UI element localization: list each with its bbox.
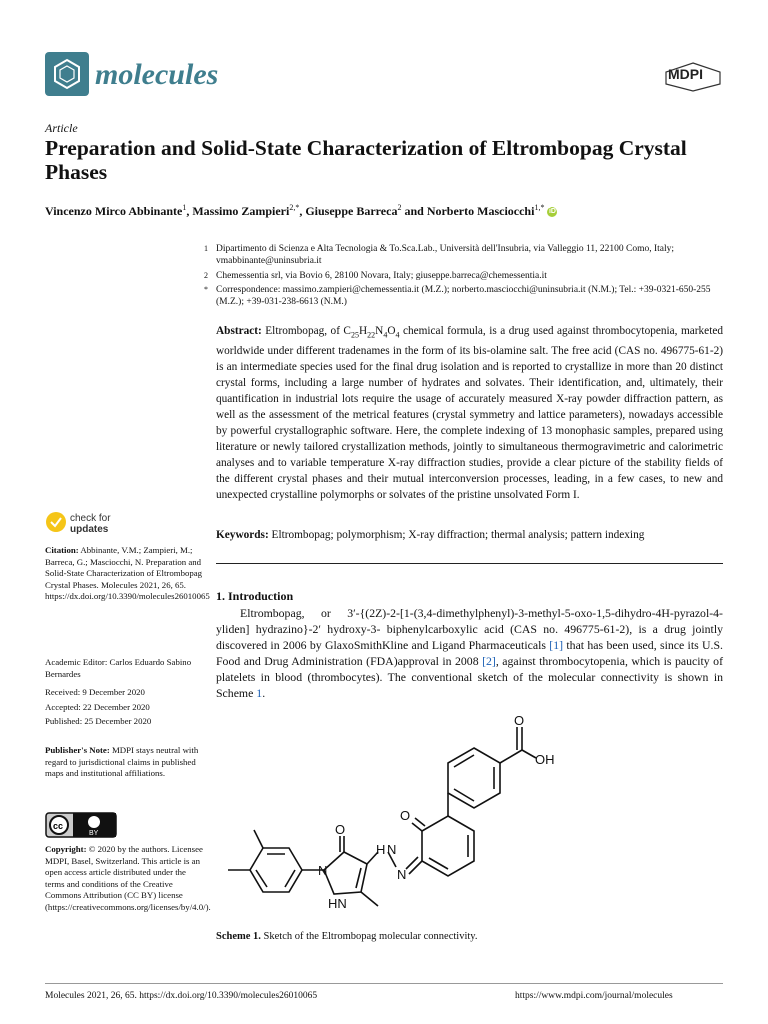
- author-name: Giuseppe Barreca: [305, 204, 398, 218]
- affiliation-text: Correspondence: massimo.zampieri@chemessentia.it (M.Z.); norberto.masciocchi@uninsubria.it (N.M.); Tel.: +39-0321-650-255 (M.Z.); +39-031-238-6613 (N.M.): [216, 285, 711, 307]
- abstract-text: chemical formula, is a drug used against thrombocytopenia, marketed worldwide under different tradenames in the form of its bis-olamine salt. The free acid (CAS no. 496775-61-2) is an intermediate species used for the final drug isolation and is reported to crystallize in more than 20 distinct crystal forms, including a large number of hydrates and solvates. Their identification, and, ultimately, their quantification in industrial lots require the usage of accurately measured X-ray powder diffraction pattern, as well as the assessment of the metrical features (crystal symmetry and lattice parameters), nowadays accessible by powerful crystallographic software. Here, the complete indexing of 13 monophasic samples, prepared using literature or newly tailored crystallization methods, jointly to simultaneous thermogravimetric and calorimetric analyses and to variable temperature X-ray diffraction studies, provide a clear picture of the stability fields of the different crystal phases and their mutual interconversion processes, leading, in a few cases, to new and unexpected crystalline polymorphs or solvates of the pristine unsolvated Form I.: [216, 325, 723, 502]
- publisher-note-text: MDPI stays neutral with regard to jurisdictional claims in published maps and institutional affiliations.: [45, 745, 199, 778]
- caption-label: Scheme 1.: [216, 931, 261, 942]
- divider: [216, 563, 723, 564]
- atom-label: O: [514, 713, 525, 728]
- intro-text: Eltrombopag, or 3′-{(2Z)-2-[1-(3,4-dimethylphenyl)-3-methyl-5-oxo-1,5-dihydro-4H-pyrazol-4-yliden] hydrazino}-2′ hydroxy-3- biphenylcarboxylic acid (CAS no. 496775-61-2), is a drug jointly discovered in 2006 by GlaxoSmithKline and Ligand Pharmaceuticals: [216, 606, 723, 652]
- journal-name: molecules: [95, 58, 219, 91]
- atom-label: O: [400, 808, 411, 823]
- footer-divider: [45, 983, 723, 984]
- atom-label: O: [335, 822, 346, 837]
- chemical-formula: $C_{25}H_{22}N_4O_4$: [343, 325, 400, 340]
- publisher-note-label: Publisher's Note:: [45, 745, 110, 755]
- atom-label: N: [387, 842, 397, 857]
- footer-journal-link[interactable]: https://www.mdpi.com/journal/molecules: [515, 991, 673, 1001]
- atom-label: HN: [328, 896, 347, 911]
- caption-text: Sketch of the Eltrombopag molecular connectivity.: [260, 931, 478, 942]
- copyright-text: © 2020 by the authors. Licensee MDPI, Basel, Switzerland. This article is an open access article distributed under the terms and conditions of the Creative Commons Attribution (CC BY) license (https://creativecommons.org/licenses/by/4.0/).: [45, 844, 211, 912]
- eltrombopag-structure-diagram: [216, 712, 576, 922]
- intro-text: that has been used, since its U.S. Food and Drug Administration (FDA)approval in 2008: [216, 638, 723, 668]
- keywords-label: Keywords:: [216, 529, 269, 541]
- intro-text: , against thrombocytopenia, which is paucity of platelets in blood (thrombocytes). The conventional sketch of the molecular connectivity is shown in Scheme: [216, 654, 723, 700]
- published-date: Published: 25 December 2020: [45, 716, 152, 726]
- author-name: Vincenzo Mirco Abbinante: [45, 204, 183, 218]
- quinone-ring: [422, 816, 474, 876]
- orcid-icon[interactable]: iD: [548, 208, 556, 216]
- author-sep: ,: [299, 204, 306, 218]
- author-sep: and: [401, 204, 427, 218]
- atom-label: N: [318, 863, 328, 878]
- author-sup: 1: [182, 203, 187, 212]
- accepted-date: Accepted: 22 December 2020: [45, 702, 150, 712]
- citation-text: Abbinante, V.M.; Zampieri, M.; Barreca, G.; Masciocchi, N. Preparation and Solid-State Characterization of Eltrombopag Crystal Phases. Molecules 2021, 26, 65. https://dx.doi.org/10.3390/molecules26010065: [45, 545, 210, 601]
- abstract: [216, 323, 723, 503]
- check-updates-line2: updates: [70, 524, 109, 535]
- affiliation: [204, 284, 716, 308]
- page-title: Preparation and Solid-State Characterization of Eltrombopag Crystal Phases: [45, 136, 687, 184]
- affiliation-text: Chemessentia srl, via Bovio 6, 28100 Novara, Italy; giuseppe.barreca@chemessentia.it: [216, 271, 547, 281]
- affiliation-text: Dipartimento di Scienza e Alta Tecnologia & To.Sca.Lab., Università dell'Insubria, via Valleggio 11, 22100 Como, Italy; vmabbinante@uninsubria.it: [216, 244, 675, 266]
- scheme-link[interactable]: 1: [256, 686, 263, 700]
- footer-citation[interactable]: Molecules 2021, 26, 65. https://dx.doi.org/10.3390/molecules26010065: [45, 991, 318, 1001]
- abstract-label: Abstract:: [216, 325, 262, 337]
- author-name: Norberto Masciocchi: [426, 204, 535, 218]
- check-updates-line1: check for: [70, 513, 111, 524]
- author-sep: ,: [186, 204, 193, 218]
- author-list: [45, 203, 557, 219]
- publisher-logo-text: MDPI: [668, 66, 703, 82]
- section-heading: 1. Introduction: [216, 589, 294, 603]
- journal-logo-icon: [45, 52, 89, 96]
- affiliation-mark: 2: [204, 271, 208, 280]
- article-type: Article: [45, 121, 78, 135]
- reference-link[interactable]: [2]: [482, 654, 496, 668]
- reference-link[interactable]: [1]: [549, 638, 564, 652]
- svg-text:BY: BY: [89, 830, 99, 837]
- author-sup: 2,*: [289, 203, 300, 212]
- keywords: [216, 529, 723, 541]
- atom-label: OH: [535, 752, 555, 767]
- check-for-updates[interactable]: [70, 513, 111, 535]
- atom-label: N: [397, 867, 407, 882]
- copyright: [45, 844, 211, 913]
- intro-text: .: [262, 686, 266, 700]
- affiliation: [204, 243, 716, 267]
- intro-paragraph: [216, 605, 723, 701]
- abstract-text: Eltrombopag, of: [261, 325, 344, 337]
- publisher-note: [45, 745, 205, 780]
- svg-text:cc: cc: [53, 821, 64, 831]
- citation-block: [45, 545, 210, 603]
- affiliation: [204, 270, 716, 282]
- benzene-ring: [448, 748, 500, 808]
- received-date: Received: 9 December 2020: [45, 687, 145, 697]
- copyright-label: Copyright:: [45, 844, 87, 854]
- scheme-caption: [216, 931, 477, 942]
- keywords-text: Eltrombopag; polymorphism; X-ray diffraction; thermal analysis; pattern indexing: [268, 529, 645, 541]
- affiliation-mark: *: [204, 285, 208, 294]
- academic-editor: Academic Editor: Carlos Eduardo Sabino Bernardes: [45, 657, 192, 679]
- citation-label: Citation:: [45, 545, 79, 555]
- cc-by-license-icon[interactable]: [45, 812, 117, 838]
- author-sup: 1,*: [534, 203, 545, 212]
- affiliation-mark: 1: [204, 244, 208, 253]
- author-name: Massimo Zampieri: [192, 204, 290, 218]
- check-for-updates-icon[interactable]: [45, 511, 67, 533]
- author-sup: 2: [397, 203, 402, 212]
- atom-label: H: [376, 842, 386, 857]
